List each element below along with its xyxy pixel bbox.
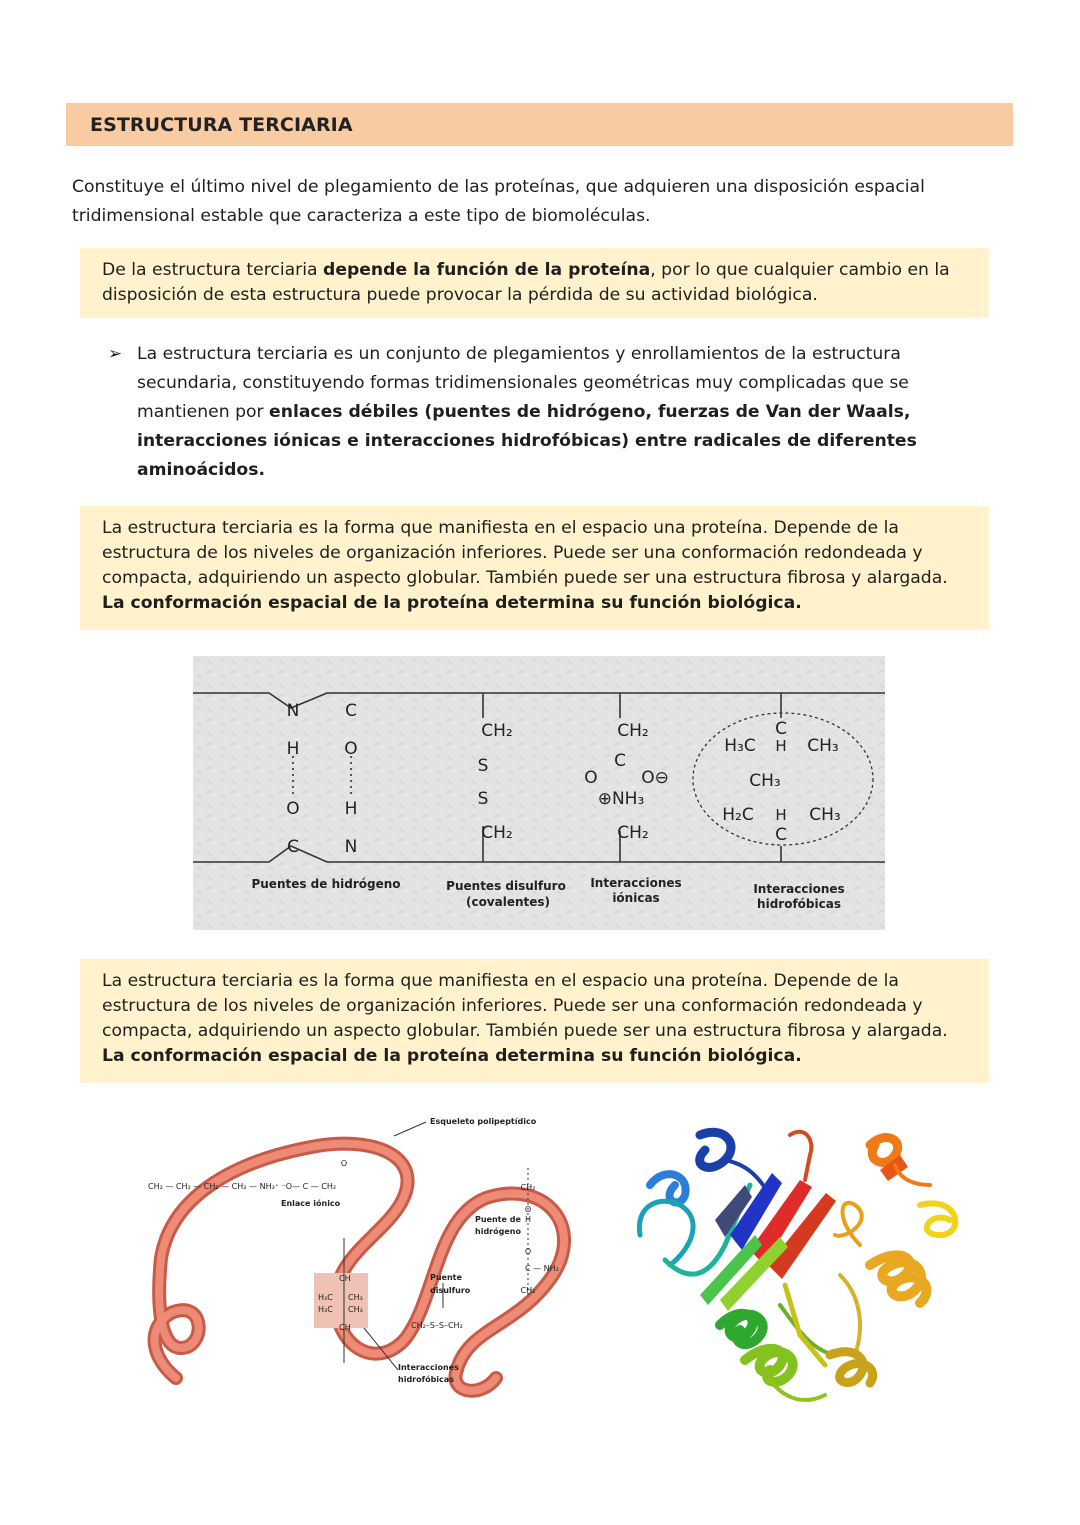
svg-text:hidrógeno: hidrógeno: [475, 1227, 521, 1236]
svg-text:C — NH₂: C — NH₂: [525, 1264, 559, 1273]
svg-text:O: O: [340, 1159, 348, 1168]
bullet-paragraph: La estructura terciaria es un conjunto de plegamientos y enrollamientos de la estructura secundaria, constituyendo formas tridimensionales geométricas muy complicadas que se mantienen por enlaces débiles (puentes de hidrógeno, fuerzas de Van der Waals, interacciones iónicas e interacciones hidrofóbicas) entre radicales de diferentes aminoácidos.: [137, 344, 917, 480]
svg-text:(covalentes): (covalentes): [465, 895, 551, 909]
svg-text:iónicas: iónicas: [612, 891, 660, 905]
svg-text:CH₃: CH₃: [749, 771, 781, 791]
svg-text:C: C: [775, 825, 787, 845]
svg-text:CH₂: CH₂: [481, 721, 513, 741]
svg-text:H: H: [775, 806, 787, 824]
svg-text:Esqueleto polipeptídico: Esqueleto polipeptídico: [430, 1117, 537, 1126]
arrow-bullet-icon: ➢: [108, 344, 123, 364]
svg-text:H₃C: H₃C: [724, 736, 756, 756]
svg-text:Puentes disulfuro: Puentes disulfuro: [446, 879, 566, 893]
highlight-box-conformation-repeat: La estructura terciaria es la forma que manifiesta en el espacio una proteína. Depende de la estructura de los niveles de organización inferiores. Puede ser una conformación redondeada y compacta, adquiriendo un aspecto globular. También puede ser una estructura fibrosa y alargada. La conformación espacial de la proteína determina su función biológica.: [80, 959, 989, 1083]
bond-types-diagram: [193, 656, 885, 930]
svg-text:CH₃: CH₃: [348, 1293, 363, 1302]
svg-text:H: H: [775, 737, 787, 755]
svg-text:H₂C: H₂C: [722, 805, 754, 825]
svg-text:CH₂–S–S–CH₂: CH₂–S–S–CH₂: [411, 1321, 463, 1330]
svg-text:Interacciones: Interacciones: [590, 876, 682, 890]
svg-text:Puente: Puente: [430, 1273, 462, 1282]
svg-text:Interacciones: Interacciones: [753, 882, 845, 896]
svg-text:CH₃: CH₃: [807, 736, 839, 756]
svg-text:CH: CH: [339, 1323, 351, 1332]
svg-text:H: H: [344, 799, 358, 819]
svg-text:O: O: [584, 768, 598, 788]
svg-text:Enlace iónico: Enlace iónico: [281, 1199, 341, 1208]
svg-text:hidrofóbicas: hidrofóbicas: [398, 1375, 454, 1384]
svg-text:C: C: [345, 701, 357, 721]
svg-text:C: C: [287, 837, 299, 857]
svg-text:O: O: [286, 799, 300, 819]
svg-text:CH₃: CH₃: [809, 805, 841, 825]
svg-text:C: C: [614, 751, 626, 771]
svg-text:O⊖: O⊖: [641, 768, 669, 788]
svg-text:CH₂: CH₂: [481, 823, 513, 843]
svg-text:H₃C: H₃C: [318, 1293, 333, 1302]
svg-text:N: N: [344, 837, 358, 857]
intro-paragraph: Constituye el último nivel de plegamiento de las proteínas, que adquieren una disposición espacial tridimensional estable que caracteriza a este tipo de biomoléculas.: [72, 177, 925, 226]
svg-text:O: O: [344, 739, 358, 759]
svg-text:N: N: [286, 701, 300, 721]
polypeptide-backbone-diagram: [136, 1108, 606, 1408]
svg-text:CH₂ — CH₂ — CH₂ — CH₂ — NH₃⁺ ⁻: CH₂ — CH₂ — CH₂ — CH₂ — NH₃⁺ ⁻O— C — CH₂: [148, 1182, 337, 1191]
svg-text:⊕NH₃: ⊕NH₃: [597, 789, 645, 809]
svg-text:O: O: [524, 1247, 532, 1256]
svg-text:H: H: [286, 739, 300, 759]
svg-text:Interacciones: Interacciones: [398, 1363, 459, 1372]
svg-text:C: C: [775, 719, 787, 739]
svg-text:CH₃: CH₃: [348, 1305, 363, 1314]
section-title: ESTRUCTURA TERCIARIA: [90, 113, 353, 136]
svg-text:H₃C: H₃C: [318, 1305, 333, 1314]
svg-text:CH₂: CH₂: [617, 823, 649, 843]
svg-text:Puentes de hidrógeno: Puentes de hidrógeno: [251, 877, 401, 891]
svg-text:S: S: [477, 756, 489, 776]
svg-text:hidrofóbicas: hidrofóbicas: [757, 897, 841, 911]
section-header: [66, 103, 1013, 146]
svg-text:CH₂: CH₂: [520, 1183, 536, 1192]
svg-text:H: H: [524, 1215, 532, 1224]
protein-ribbon-model: [630, 1125, 975, 1415]
highlight-box-conformation: La estructura terciaria es la forma que manifiesta en el espacio una proteína. Depende de la estructura de los niveles de organización inferiores. Puede ser una conformación redondeada y compacta, adquiriendo un aspecto globular. También puede ser una estructura fibrosa y alargada. La conformación espacial de la proteína determina su función biológica.: [80, 506, 989, 630]
highlight-box-function: De la estructura terciaria depende la función de la proteína, por lo que cualquier cambio en la disposición de esta estructura puede provocar la pérdida de su actividad biológica.: [80, 248, 989, 318]
svg-text:CH₂: CH₂: [520, 1286, 536, 1295]
svg-text:S: S: [477, 789, 489, 809]
svg-text:CH₂: CH₂: [617, 721, 649, 741]
svg-text:Puente de: Puente de: [475, 1215, 521, 1224]
svg-text:disulfuro: disulfuro: [430, 1286, 471, 1295]
svg-text:CH: CH: [339, 1274, 351, 1283]
svg-text:O: O: [524, 1205, 532, 1214]
